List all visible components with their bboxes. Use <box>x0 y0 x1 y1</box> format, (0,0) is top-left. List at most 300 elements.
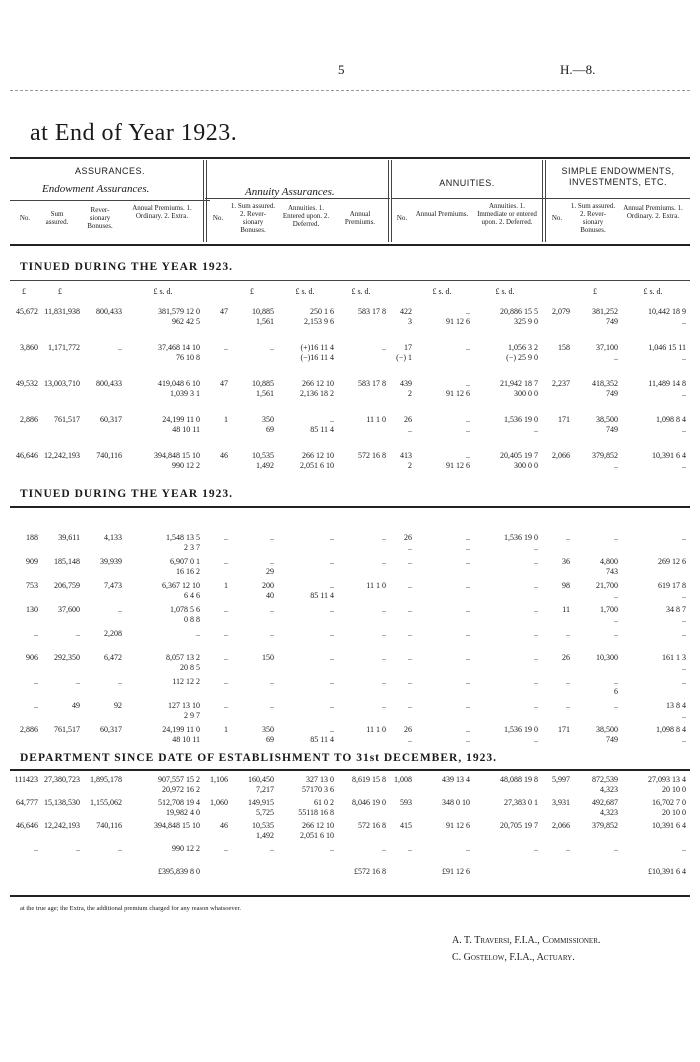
cell-m: 872,539 <box>592 775 618 784</box>
currency-label: £ s. d. <box>643 287 663 296</box>
cell-c: 39,939 <box>100 557 122 566</box>
cell-h: 11 1 0 <box>366 725 386 734</box>
cell-i: 1,008 <box>394 775 412 784</box>
cell-a: 45,672 <box>16 307 38 316</box>
currency-label: £ <box>58 287 62 296</box>
cell-n: 27,093 13 4 <box>648 775 686 784</box>
cell-f: 150 <box>262 653 274 662</box>
cell-h: 572 16 8 <box>358 821 386 830</box>
cell-d: 48 10 11 <box>172 735 200 744</box>
table-row <box>0 557 700 579</box>
cell-l: 2,066 <box>552 451 570 460</box>
cell-h: £572 16 8 <box>354 867 386 876</box>
cell-n: 1,098 8 4 <box>656 415 686 424</box>
cell-b: 37,600 <box>58 605 80 614</box>
cell-f: .. <box>270 533 274 542</box>
cell-c: 800,433 <box>96 379 122 388</box>
cell-i: .. <box>408 581 412 590</box>
cell-j: 348 0 10 <box>442 798 470 807</box>
cell-g: .. <box>330 415 334 424</box>
cell-m: .. <box>614 615 618 624</box>
cell-d: 990 12 2 <box>172 461 200 470</box>
currency-label: £ <box>250 287 254 296</box>
col-annual-premiums: Annual Premiums. 1. Ordinary. 2. Extra. <box>132 204 192 220</box>
cell-a: 188 <box>26 533 38 542</box>
cell-h: .. <box>382 343 386 352</box>
cell-i: 3 <box>408 317 412 326</box>
cell-g: (−)16 11 4 <box>300 353 334 362</box>
cell-k: 20,705 19 7 <box>500 821 538 830</box>
cell-f: 1,561 <box>256 317 274 326</box>
cell-j: .. <box>466 701 470 710</box>
cell-i: 2 <box>408 461 412 470</box>
cell-e: 1,106 <box>210 775 228 784</box>
cell-b: 761,517 <box>54 725 80 734</box>
cell-n: .. <box>682 533 686 542</box>
cell-j: .. <box>466 379 470 388</box>
cell-j: 439 13 4 <box>442 775 470 784</box>
cell-e: .. <box>224 557 228 566</box>
table-row <box>0 581 700 603</box>
endowment-heading: Endowment Assurances. <box>42 183 150 195</box>
cell-g: .. <box>330 533 334 542</box>
page-title: at End of Year 1923. <box>30 120 238 146</box>
cell-m: 10,300 <box>596 653 618 662</box>
cell-j: .. <box>466 557 470 566</box>
cell-h: 8,619 15 8 <box>352 775 386 784</box>
cell-d: 1,548 13 5 <box>166 533 200 542</box>
currency-label: £ s. d. <box>153 287 173 296</box>
cell-c: 2,208 <box>104 629 122 638</box>
cell-d: 990 12 2 <box>172 844 200 853</box>
table-row <box>0 844 700 866</box>
cell-d: 6,367 12 10 <box>162 581 200 590</box>
cell-b: 39,611 <box>58 533 80 542</box>
cell-n: .. <box>682 844 686 853</box>
top-rule <box>10 90 690 91</box>
sub-rule-2 <box>10 200 210 201</box>
cell-k: 1,056 3 2 <box>508 343 538 352</box>
cell-d: 1,078 5 6 <box>170 605 200 614</box>
cell-k: 20,405 19 7 <box>500 451 538 460</box>
cell-n: 20 10 0 <box>662 785 686 794</box>
cell-f: .. <box>270 677 274 686</box>
cell-c: .. <box>118 844 122 853</box>
cell-b: 206,759 <box>54 581 80 590</box>
cell-m: 749 <box>606 389 618 398</box>
cell-c: 740,116 <box>96 821 122 830</box>
table-row <box>0 307 700 329</box>
cell-h: .. <box>382 701 386 710</box>
cell-l: 171 <box>558 725 570 734</box>
cell-c: 4,133 <box>104 533 122 542</box>
cell-h: 11 1 0 <box>366 581 386 590</box>
cell-k: 300 0 0 <box>514 461 538 470</box>
cell-a: 3,860 <box>20 343 38 352</box>
cell-j: .. <box>466 533 470 542</box>
cell-g: 85 11 4 <box>310 735 334 744</box>
cell-b: 12,242,193 <box>44 821 80 830</box>
cell-g: 2,136 18 2 <box>300 389 334 398</box>
table-row <box>0 415 700 437</box>
currency-label: £ s. d. <box>351 287 371 296</box>
cell-h: 8,046 19 0 <box>352 798 386 807</box>
cell-l: .. <box>566 533 570 542</box>
currency-label: £ s. d. <box>432 287 452 296</box>
signature-actuary: C. Gostelow, F.I.A., Actuary. <box>452 952 575 963</box>
cell-g: .. <box>330 653 334 662</box>
cell-g: 266 12 10 <box>302 821 334 830</box>
cell-f: 7,217 <box>256 785 274 794</box>
sub-rule-1 <box>205 198 390 199</box>
cell-l: 26 <box>562 653 570 662</box>
cell-c: 92 <box>114 701 122 710</box>
cell-m: 749 <box>606 425 618 434</box>
cell-j: .. <box>466 735 470 744</box>
cell-f: .. <box>270 343 274 352</box>
cell-f: 10,535 <box>252 821 274 830</box>
cell-j: £91 12 6 <box>442 867 470 876</box>
cell-h: .. <box>382 629 386 638</box>
cell-a: 49,532 <box>16 379 38 388</box>
cell-f: 29 <box>266 567 274 576</box>
cell-i: .. <box>408 844 412 853</box>
cell-k: 21,942 18 7 <box>500 379 538 388</box>
cell-i: (−) 1 <box>396 353 412 362</box>
currency-label: £ s. d. <box>495 287 515 296</box>
cell-g: .. <box>330 629 334 638</box>
cell-h: .. <box>382 677 386 686</box>
cell-k: 1,536 19 0 <box>504 415 538 424</box>
cell-g: 327 13 0 <box>306 775 334 784</box>
cell-e: 1 <box>224 581 228 590</box>
cell-c: 1,895,178 <box>90 775 122 784</box>
cell-h: .. <box>382 653 386 662</box>
col-sum-assured-4: 1. Sum assured. 2. Rever- sionary Bonuses. <box>570 202 616 234</box>
cell-n: 161 1 3 <box>662 653 686 662</box>
cell-n: .. <box>682 591 686 600</box>
cell-m: 37,100 <box>596 343 618 352</box>
cell-j: .. <box>466 629 470 638</box>
table-row <box>0 821 700 843</box>
cell-l: .. <box>566 629 570 638</box>
cell-l: 98 <box>562 581 570 590</box>
cell-d: .. <box>196 629 200 638</box>
cell-m: 379,852 <box>592 451 618 460</box>
cell-k: .. <box>534 557 538 566</box>
cell-a: .. <box>34 629 38 638</box>
cell-f: 1,492 <box>256 831 274 840</box>
cell-l: 11 <box>562 605 570 614</box>
cell-c: 800,433 <box>96 307 122 316</box>
col-annual-premiums-4: Annual Premiums. 1. Ordinary. 2. Extra. <box>623 204 683 220</box>
cell-a: .. <box>34 844 38 853</box>
cell-k: (−) 25 9 0 <box>506 353 538 362</box>
cell-m: 38,500 <box>596 725 618 734</box>
table-row <box>0 725 700 747</box>
cell-c: 740,116 <box>96 451 122 460</box>
section-rule-2 <box>10 506 690 508</box>
cell-e: 1 <box>224 725 228 734</box>
cell-a: 64,777 <box>16 798 38 807</box>
cell-n: 10,391 6 4 <box>652 451 686 460</box>
cell-c: 6,472 <box>104 653 122 662</box>
cell-k: .. <box>534 629 538 638</box>
page-number: 5 <box>338 62 345 77</box>
cell-l: 3,931 <box>552 798 570 807</box>
cell-e: 47 <box>220 379 228 388</box>
cell-k: .. <box>534 425 538 434</box>
cell-j: 91 12 6 <box>446 821 470 830</box>
cell-f: 1,492 <box>256 461 274 470</box>
cell-j: .. <box>466 543 470 552</box>
cell-d: 381,579 12 0 <box>158 307 200 316</box>
header-bottom-rule <box>10 244 690 246</box>
cell-j: .. <box>466 581 470 590</box>
cell-j: .. <box>466 415 470 424</box>
cell-i: .. <box>408 605 412 614</box>
cell-j: .. <box>466 343 470 352</box>
cell-d: 76 10 8 <box>176 353 200 362</box>
cell-i: 439 <box>400 379 412 388</box>
cell-n: 619 17 8 <box>658 581 686 590</box>
cell-g: 85 11 4 <box>310 425 334 434</box>
cell-l: .. <box>566 844 570 853</box>
cell-l: 171 <box>558 415 570 424</box>
cell-i: 26 <box>404 533 412 542</box>
cell-i: 413 <box>400 451 412 460</box>
cell-j: .. <box>466 605 470 614</box>
cell-j: 91 12 6 <box>446 461 470 470</box>
cell-i: .. <box>408 653 412 662</box>
table-row <box>0 701 700 723</box>
cell-i: 2 <box>408 389 412 398</box>
cell-m: 4,323 <box>600 785 618 794</box>
cell-n: 13 8 4 <box>666 701 686 710</box>
cell-d: £395,839 8 0 <box>158 867 200 876</box>
col-annuities-immediate: Annuities. 1. Immediate or entered upon. 2. Deferred. <box>477 202 537 226</box>
cell-b: 292,350 <box>54 653 80 662</box>
table-row <box>0 605 700 627</box>
cell-f: 40 <box>266 591 274 600</box>
cell-n: 10,442 18 9 <box>648 307 686 316</box>
cell-e: .. <box>224 653 228 662</box>
table-row <box>0 775 700 797</box>
cell-n: .. <box>682 677 686 686</box>
col-no-1: No. <box>19 214 31 222</box>
cell-f: 10,885 <box>252 307 274 316</box>
section-heading-1: TINUED DURING THE YEAR 1923. <box>20 261 233 273</box>
cell-f: 10,535 <box>252 451 274 460</box>
cell-g: 2,051 6 10 <box>300 461 334 470</box>
cell-d: 24,199 11 0 <box>162 415 200 424</box>
cell-d: 2 3 7 <box>184 543 200 552</box>
table-row <box>0 867 700 889</box>
cell-a: 753 <box>26 581 38 590</box>
page-reference: H.—8. <box>560 62 596 77</box>
cell-j: .. <box>466 677 470 686</box>
currency-label: £ s. d. <box>295 287 315 296</box>
cell-n: 34 8 7 <box>666 605 686 614</box>
cell-h: .. <box>382 605 386 614</box>
cell-c: 60,317 <box>100 415 122 424</box>
cell-g: 61 0 2 <box>314 798 334 807</box>
cell-h: .. <box>382 533 386 542</box>
currency-label: £ <box>22 287 26 296</box>
cell-i: 593 <box>400 798 412 807</box>
cell-f: 10,885 <box>252 379 274 388</box>
cell-n: .. <box>682 735 686 744</box>
cell-m: 749 <box>606 735 618 744</box>
cell-i: 415 <box>400 821 412 830</box>
cell-b: .. <box>76 677 80 686</box>
cell-d: 962 42 5 <box>172 317 200 326</box>
cell-k: .. <box>534 543 538 552</box>
cell-m: 1,700 <box>600 605 618 614</box>
cell-h: 583 17 8 <box>358 379 386 388</box>
cell-g: 2,051 6 10 <box>300 831 334 840</box>
cell-d: 394,848 15 10 <box>154 821 200 830</box>
cell-d: 394,848 15 10 <box>154 451 200 460</box>
cell-i: 26 <box>404 725 412 734</box>
annuity-assurances-heading: Annuity Assurances. <box>245 186 335 198</box>
cell-a: 111423 <box>14 775 38 784</box>
cell-d: 20,972 16 2 <box>162 785 200 794</box>
cell-i: .. <box>408 735 412 744</box>
cell-g: 266 12 10 <box>302 379 334 388</box>
table-row <box>0 798 700 820</box>
cell-e: .. <box>224 701 228 710</box>
cell-c: .. <box>118 343 122 352</box>
col-sum-assured: Sum assured. <box>45 210 69 226</box>
cell-l: 2,237 <box>552 379 570 388</box>
cell-i: 17 <box>404 343 412 352</box>
cell-k: .. <box>534 735 538 744</box>
col-no-2: No. <box>212 214 224 222</box>
cell-m: 743 <box>606 567 618 576</box>
cell-i: 26 <box>404 415 412 424</box>
cell-n: 16,702 7 0 <box>652 798 686 807</box>
cell-a: 906 <box>26 653 38 662</box>
cell-m: 21,700 <box>596 581 618 590</box>
cell-a: 2,886 <box>20 725 38 734</box>
cell-m: 749 <box>606 317 618 326</box>
cell-m: .. <box>614 461 618 470</box>
cell-k: 20,886 15 5 <box>500 307 538 316</box>
footnote: at the true age; the Extra, the additional premium charged for any reason whatsoever. <box>20 905 241 912</box>
col-annuities-entered: Annuities. 1. Entered upon. 2. Deferred. <box>282 204 330 228</box>
cell-e: .. <box>224 343 228 352</box>
cell-n: 1,098 8 4 <box>656 725 686 734</box>
cell-g: .. <box>330 677 334 686</box>
cell-n: 10,391 6 4 <box>652 821 686 830</box>
cell-d: 112 12 2 <box>172 677 200 686</box>
cell-n: .. <box>682 353 686 362</box>
cell-a: 46,646 <box>16 821 38 830</box>
cell-f: 1,561 <box>256 389 274 398</box>
header-top-rule <box>10 157 690 159</box>
cell-f: 200 <box>262 581 274 590</box>
cell-a: 909 <box>26 557 38 566</box>
cell-d: 8,057 13 2 <box>166 653 200 662</box>
cell-m: .. <box>614 844 618 853</box>
col-sum-assured-rev: 1. Sum assured. 2. Rever- sionary Bonuses. <box>230 202 276 234</box>
simple-endowments-heading: SIMPLE ENDOWMENTS, INVESTMENTS, ETC. <box>561 166 675 187</box>
cell-c: 1,155,062 <box>90 798 122 807</box>
cell-b: 761,517 <box>54 415 80 424</box>
cell-c: 60,317 <box>100 725 122 734</box>
table-row <box>0 653 700 675</box>
cell-j: .. <box>466 451 470 460</box>
cell-k: .. <box>534 701 538 710</box>
cell-g: 57170 3 6 <box>302 785 334 794</box>
cell-b: .. <box>76 844 80 853</box>
cell-e: 46 <box>220 451 228 460</box>
cell-i: .. <box>408 701 412 710</box>
cell-b: 27,380,723 <box>44 775 80 784</box>
section-rule-1 <box>10 280 690 281</box>
cell-e: 1,060 <box>210 798 228 807</box>
cell-n: 269 12 6 <box>658 557 686 566</box>
cell-b: 12,242,193 <box>44 451 80 460</box>
cell-a: 130 <box>26 605 38 614</box>
cell-f: .. <box>270 605 274 614</box>
cell-h: .. <box>382 557 386 566</box>
cell-b: .. <box>76 629 80 638</box>
cell-n: .. <box>682 461 686 470</box>
cell-m: 6 <box>614 687 618 696</box>
table-row <box>0 629 700 651</box>
cell-n: .. <box>682 711 686 720</box>
cell-m: 4,323 <box>600 808 618 817</box>
cell-d: 907,557 15 2 <box>158 775 200 784</box>
cell-m: .. <box>614 353 618 362</box>
col-annual-premiums-3: Annual Premiums. <box>415 210 469 218</box>
cell-d: 419,048 6 10 <box>158 379 200 388</box>
cell-j: .. <box>466 844 470 853</box>
cell-j: 91 12 6 <box>446 389 470 398</box>
cell-e: .. <box>224 677 228 686</box>
cell-k: 1,536 19 0 <box>504 725 538 734</box>
cell-d: 19,982 4 0 <box>166 808 200 817</box>
annuities-heading: ANNUITIES. <box>439 178 495 188</box>
cell-k: .. <box>534 844 538 853</box>
cell-k: 300 0 0 <box>514 389 538 398</box>
cell-g: .. <box>330 701 334 710</box>
cell-e: .. <box>224 605 228 614</box>
cell-n: 11,489 14 8 <box>648 379 686 388</box>
cell-i: .. <box>408 543 412 552</box>
divider-v1 <box>203 160 207 242</box>
cell-b: 13,003,710 <box>44 379 80 388</box>
cell-c: .. <box>118 605 122 614</box>
cell-m: 492,687 <box>592 798 618 807</box>
cell-m: 4,800 <box>600 557 618 566</box>
section-rule-3 <box>10 769 690 771</box>
cell-k: .. <box>534 653 538 662</box>
cell-n: .. <box>682 389 686 398</box>
cell-n: 1,046 15 11 <box>648 343 686 352</box>
cell-c: .. <box>118 677 122 686</box>
cell-d: 127 13 10 <box>168 701 200 710</box>
cell-n: .. <box>682 629 686 638</box>
cell-b: 11,831,938 <box>44 307 80 316</box>
cell-j: .. <box>466 653 470 662</box>
cell-d: 1,039 3 1 <box>170 389 200 398</box>
cell-l: 5,997 <box>552 775 570 784</box>
cell-n: .. <box>682 317 686 326</box>
cell-e: .. <box>224 844 228 853</box>
